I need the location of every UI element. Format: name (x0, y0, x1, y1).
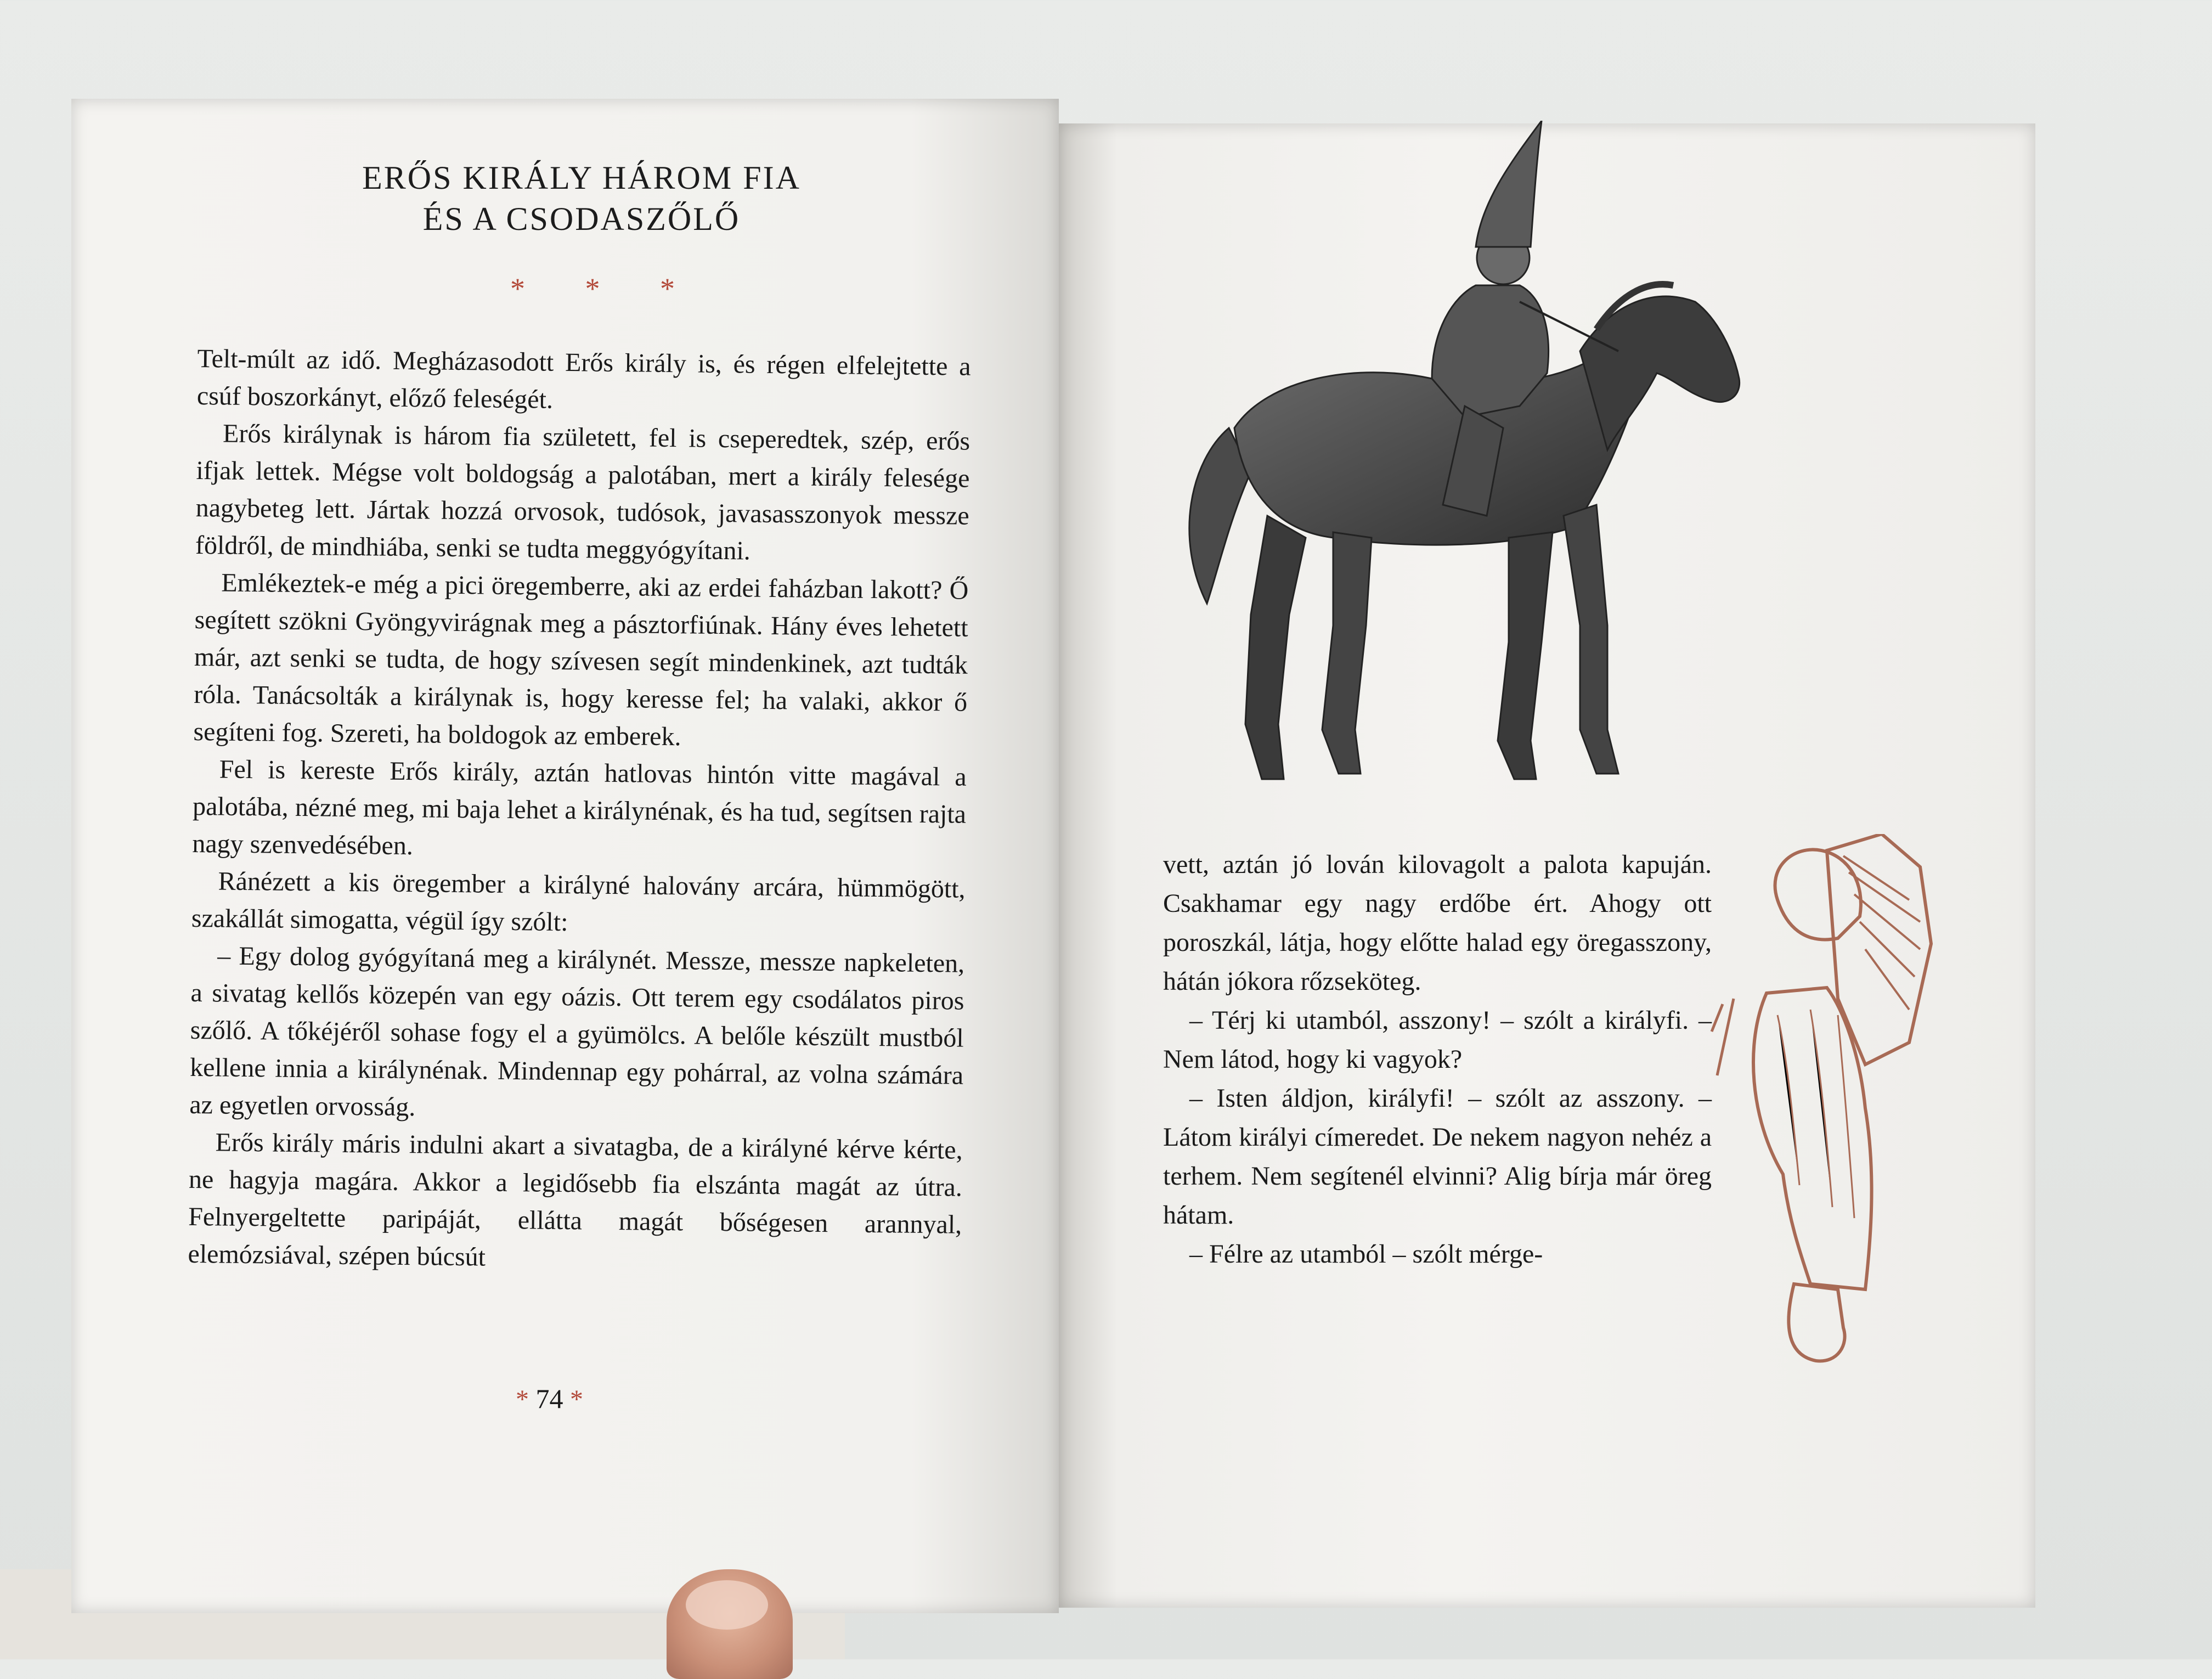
paragraph: Telt-múlt az idő. Megházasodott Erős király is, és régen elfelejtette a csúf boszorkányt, előző feleségét. (196, 343, 971, 414)
paragraph: Erős királynak is három fia született, fel is cseperedtek, szép, erős ifjak lettek. Mégse volt boldogság a palotában, mert a király felesége nagybeteg lett. Jártak hozzá orvosok, tudósok, javasasszonyok messze földről, de mindhiába, senki se tudta meggyógyítani. (195, 419, 970, 566)
paragraph: – Egy dolog gyógyítaná meg a királynét. Messze, messze napkeleten, a sivatag kellős közepén van egy oázis. Ott terem egy csodálatos piros szőlő. A tőkéjéről sohase fogy el a gyümölcs. A belőle készült mustból kellene innia a királynénak. Mindennap egy pohárral, az volna számára az egyetlen orvosság. (189, 941, 965, 1122)
page-number (516, 1383, 583, 1415)
paragraph: – Félre az utamból – szólt mérge- (1189, 1239, 1543, 1269)
star-icon: * (516, 1385, 529, 1414)
paragraph: – Térj ki utamból, asszony! – szólt a királyfi. – Nem látod, hogy ki vagyok? (1163, 1006, 1712, 1074)
right-body-text (1163, 845, 1712, 1274)
paragraph: Emlékeztek-e még a pici öregemberre, aki az erdei faházban lakott? Ő segített szökni Gyöngyvirágnak meg a pásztorfiúnak. Hány éves lehetett már, azt senki se tudta, de hogy szívesen segít mindenkinek, azt tudták róla. Tanácsolták a királynak is, hogy keresse fel; ha valaki, akkor ő segíteni fog. Szereti, ha boldogok az emberek. (193, 568, 969, 752)
paragraph: – Isten áldjon, királyfi! – szólt az asszony. – Látom királyi címeredet. De nekem nagyon nehéz a terhem. Nem segítenél elvinni? Alig bírja már öreg hátam. (1163, 1084, 1712, 1230)
left-body-text (188, 340, 971, 1281)
chapter-title-line2: ÉS A CSODASZŐLŐ (422, 201, 741, 237)
horse-rider-illustration (1125, 121, 1783, 834)
old-woman-with-firewood-illustration (1701, 834, 1942, 1372)
ornament-stars: * * * (510, 272, 701, 305)
paragraph: Fel is kereste Erős király, aztán hatlovas hintón vitte magával a palotába, nézné meg, mi baja lehet a királynénak, és ha tud, segítsen rajta nagy szenvedésében. (192, 754, 967, 861)
chapter-title-line1: ERŐS KIRÁLY HÁROM FIA (362, 160, 801, 196)
paragraph: vett, aztán jó lován kilovagolt a palota kapuján. Csakhamar egy nagy erdőbe ért. Ahogy ott poroszkál, látja, hogy előtte halad egy öregasszony, hátán jókora rőzseköteg. (1163, 850, 1712, 996)
paragraph: Erős király máris indulni akart a sivatagba, de a királyné kérve kérte, ne hagyja magára. Akkor a legidősebb fia elszánta magát az útra. Felnyergeltette paripáját, ellátta magát bőségesen arannyal, elemózsiával, szépen búcsút (188, 1128, 963, 1272)
thumbnail (686, 1580, 768, 1630)
star-icon: * (570, 1385, 583, 1414)
page-number-value: 74 (535, 1383, 563, 1414)
paragraph: Ránézett a kis öregember a királyné halovány arcára, hümmögött, szakállát simogatta, végül így szólt: (191, 866, 966, 937)
